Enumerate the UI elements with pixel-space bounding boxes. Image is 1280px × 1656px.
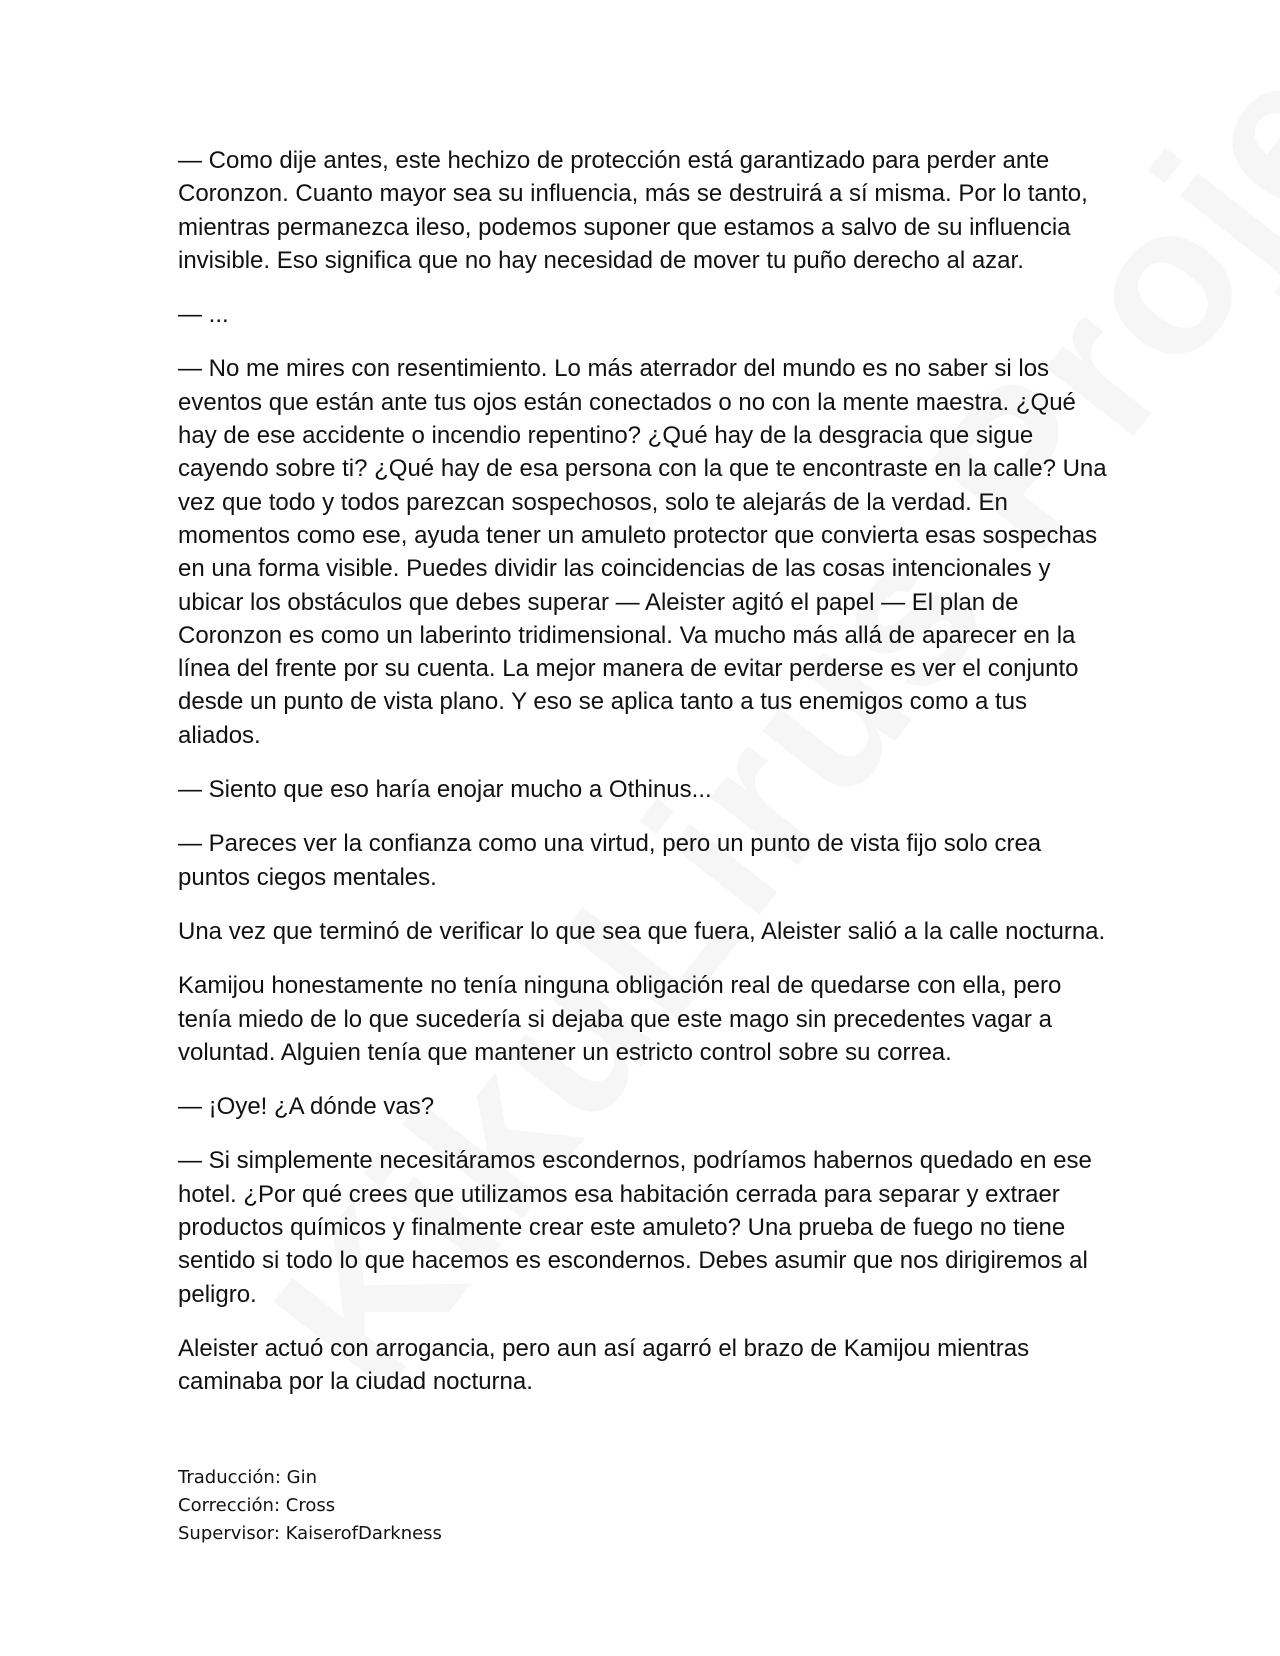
- paragraph: — Como dije antes, este hechizo de protección está garantizado para perder ante Coronzon. Cuanto mayor sea su influencia, más se destruirá a sí misma. Por lo tanto, mientras permanezca ileso, podemos suponer que estamos a salvo de su influencia invisible. Eso significa que no hay necesidad de mover tu puño derecho al azar.: [178, 147, 1088, 274]
- paragraph: — Siento que eso haría enojar mucho a Othinus...: [178, 776, 712, 804]
- paragraph: — No me mires con resentimiento. Lo más aterrador del mundo es no saber si los eventos que están ante tus ojos están conectados o no con la mente maestra. ¿Qué hay de ese accidente o incendio repentino? ¿Qué hay de la desgracia que sigue cayendo sobre ti? ¿Qué hay de esa persona con la que te encontraste en la calle? Una vez que todo y todos parezcan sospechosos, solo te alejarás de la verdad. En momentos como ese, ayuda tener un amuleto protector que convierta esas sospechas en una forma visible. Puedes dividir las coincidencias de las cosas intencionales y ubicar los obstáculos que debes superar — Aleister agitó el papel — El plan de Coronzon es como un laberinto tridimensional. Va mucho más allá de aparecer en la línea del frente por su cuenta. La mejor manera de evitar perderse es ver el conjunto desde un punto de vista plano. Y eso se aplica tanto a tus enemigos como a tus aliados.: [178, 355, 1107, 749]
- paragraph: — ¡Oye! ¿A dónde vas?: [178, 1093, 435, 1121]
- credit-supervisor: Supervisor: KaiserofDarkness: [178, 1523, 442, 1544]
- paragraph: Una vez que terminó de verificar lo que sea que fuera, Aleister salió a la calle nocturna.: [178, 917, 1106, 945]
- paragraph: Aleister actuó con arrogancia, pero aun así agarró el brazo de Kamijou mientras caminaba por la ciudad nocturna.: [178, 1334, 1030, 1396]
- credit-correction: Corrección: Cross: [178, 1495, 336, 1516]
- paragraph: Kamijou honestamente no tenía ninguna obligación real de quedarse con ella, pero tenía miedo de lo que sucedería si dejaba que este mago sin precedentes vagar a voluntad. Alguien tenía que mantener un estricto control sobre su correa.: [178, 972, 1062, 1066]
- paragraph: — Si simplemente necesitáramos escondernos, podríamos habernos quedado en ese hotel. ¿Por qué crees que utilizamos esa habitación cerrada para separar y extraer productos químicos y finalmente crear este amuleto? Una prueba de fuego no tiene sentido si todo lo que hacemos es escondernos. Debes asumir que nos dirigiremos al peligro.: [178, 1147, 1092, 1308]
- document-body: [178, 144, 1108, 1420]
- paragraph: — ...: [178, 301, 229, 329]
- credit-translation: Traducción: Gin: [178, 1467, 317, 1488]
- paragraph: — Pareces ver la confianza como una virtud, pero un punto de vista fijo solo crea puntos ciegos mentales.: [178, 830, 1042, 891]
- credits-block: [178, 1464, 442, 1548]
